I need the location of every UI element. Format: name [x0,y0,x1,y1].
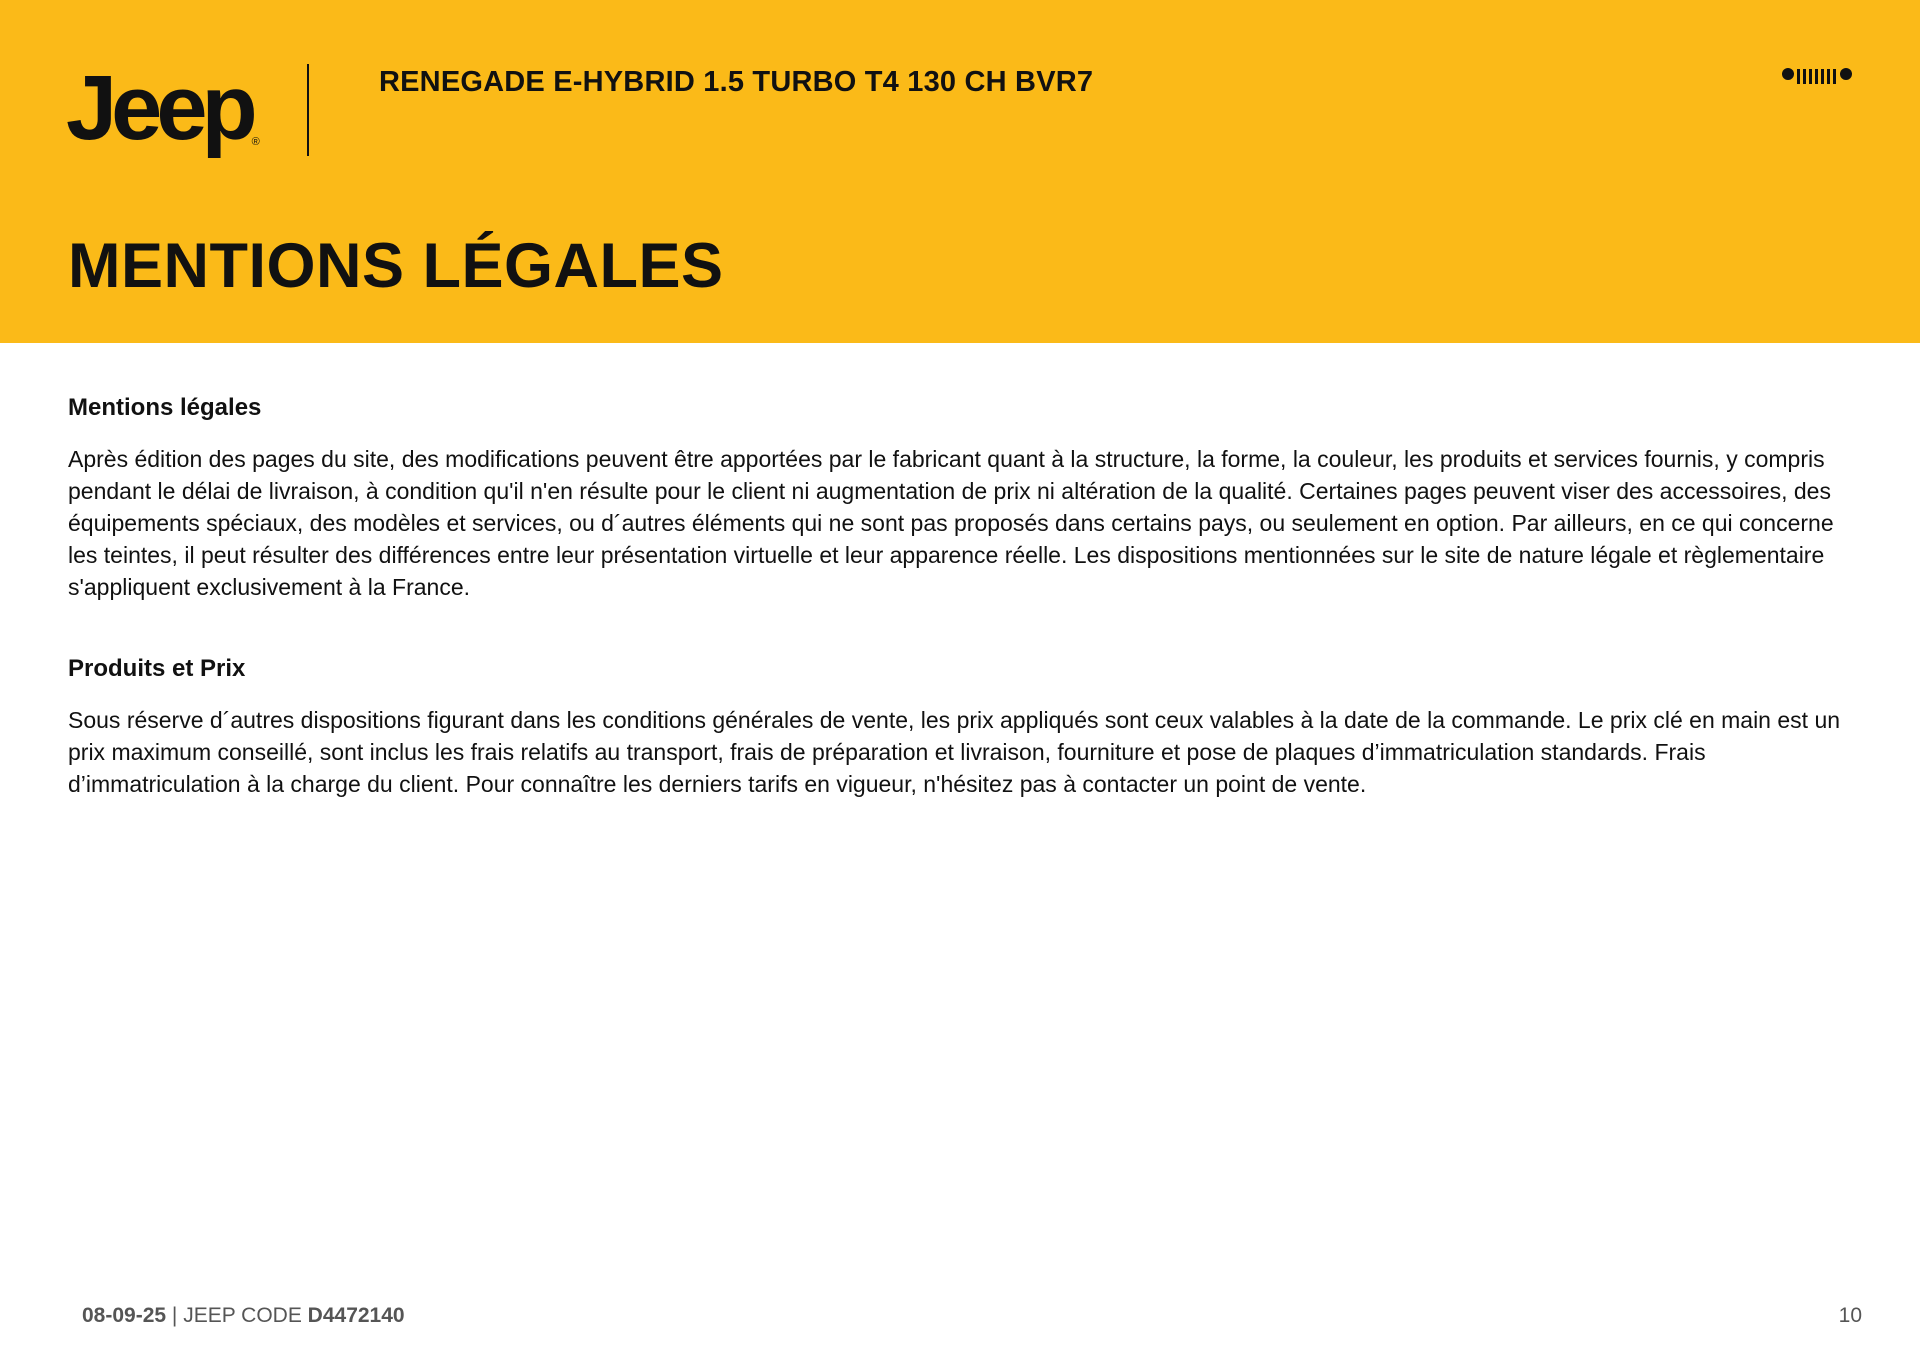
footer-code-value: D4472140 [307,1304,405,1327]
jeep-grille-icon [1782,64,1854,88]
jeep-logo [66,57,260,159]
section-title: Produits et Prix [68,655,246,683]
footer-date: 08-09-25 [82,1304,167,1327]
header-divider [307,64,309,156]
footer-separator: | [166,1304,184,1327]
page-title: MENTIONS LÉGALES [68,231,724,301]
registered-mark: ® [251,136,260,148]
section-body: Après édition des pages du site, des modifications peuvent être apportées par le fabricant quant à la structure, la forme, la couleur, les produits et services fournis, y compris pendant le délai de livraison, à condition qu'il n'en résulte pour le client ni augmentation de prix ni altération de la qualité. Certaines pages peuvent viser des accessoires, des équipements spéciaux, des modèles et services, ou d´autres éléments qui ne sont pas proposés dans certains pays, ou seulement en option. Par ailleurs, en ce qui concerne les teintes, il peut résulter des différences entre leur présentation virtuelle et leur apparence réelle. Les dispositions mentionnées sur le site de nature légale et règlementaire s'appliquent exclusivement à la France. [68,446,1834,601]
section-mentions-legales [68,392,1858,603]
section-title: Mentions légales [68,394,262,421]
page-number: 10 [1838,1304,1862,1327]
header-band [0,0,1920,343]
footer-doc-info [82,1304,405,1328]
brand-wordmark: Jeep [66,57,252,159]
section-produits-et-prix [68,653,1858,800]
model-title: RENEGADE E-HYBRID 1.5 TURBO T4 130 CH BVR7 [379,66,1094,98]
section-body: Sous réserve d´autres dispositions figurant dans les conditions générales de vente, les prix appliqués sont ceux valables à la date de la commande. Le prix clé en main est un prix maximum conseillé, sont inclus les frais relatifs au transport, frais de préparation et livraison, fourniture et pose de plaques d’immatriculation standards. Frais d’immatriculation à la charge du client. Pour connaître les derniers tarifs en vigueur, n'hésitez pas à contacter un point de vente. [68,707,1841,798]
footer-code-label: JEEP CODE [183,1304,308,1327]
legal-content [68,392,1858,800]
